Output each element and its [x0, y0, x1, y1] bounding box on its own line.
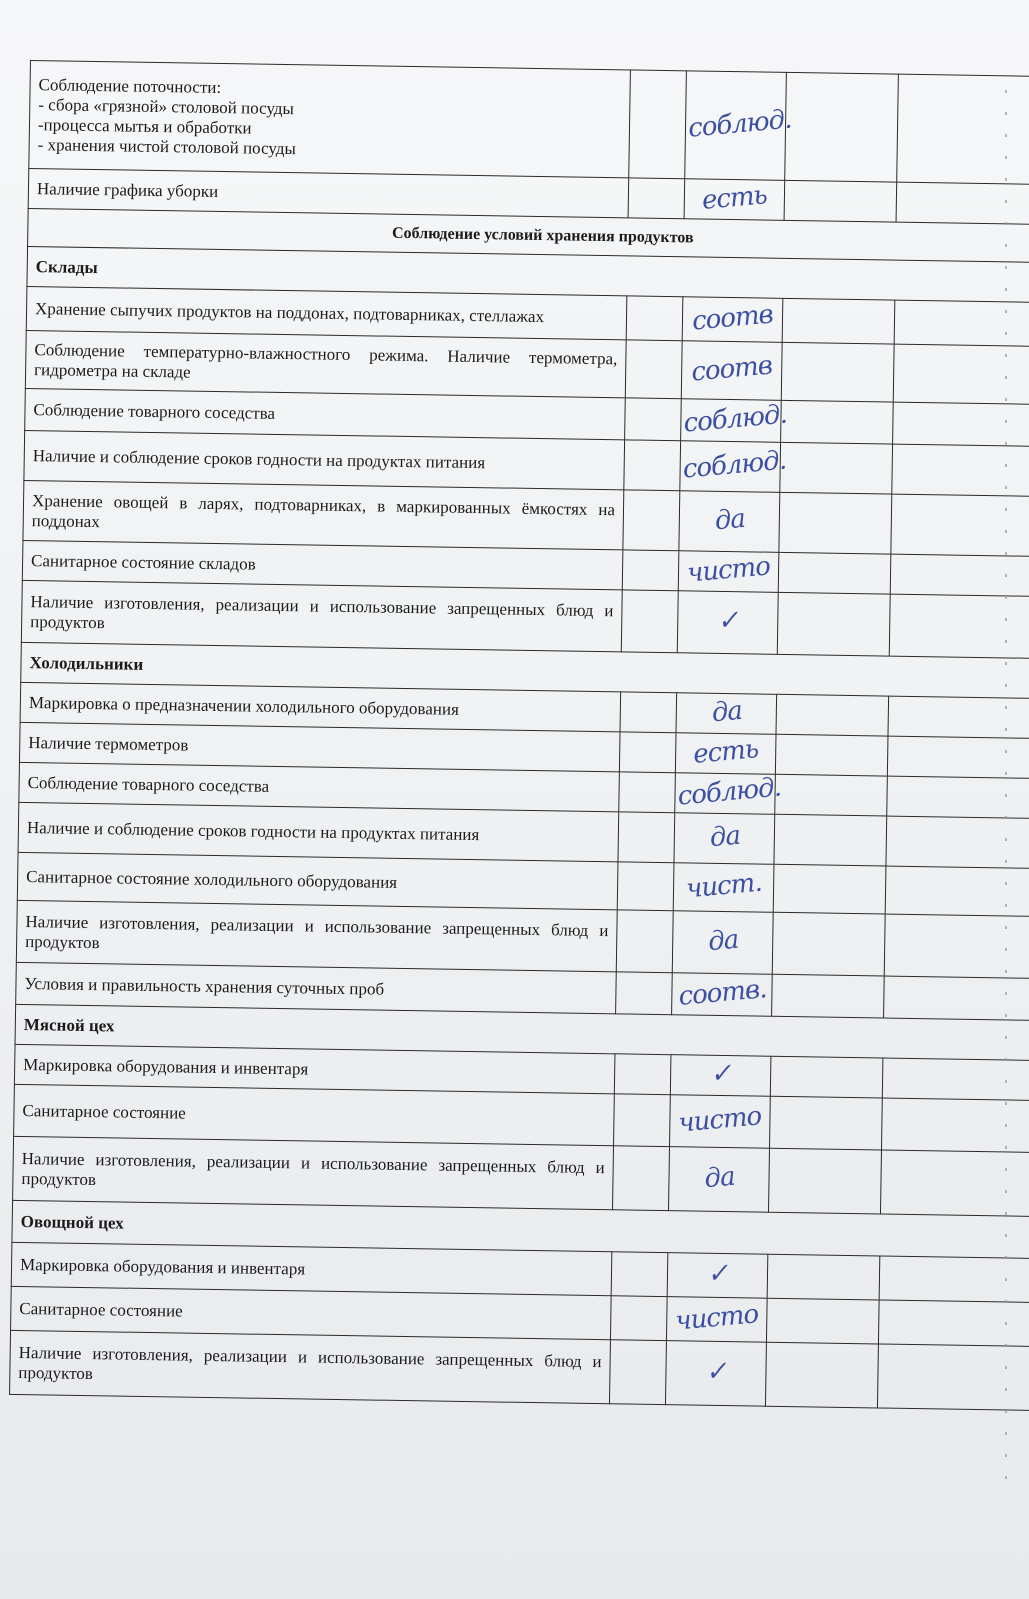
criterion-text: Санитарное состояние холодильного оборудования: [26, 866, 398, 892]
empty-cell: [775, 774, 888, 816]
handwritten-mark: да: [708, 820, 741, 854]
handwritten-mark-cell: [670, 1095, 771, 1149]
handwritten-mark: соблюд.: [682, 399, 788, 439]
empty-cell: [772, 912, 885, 976]
empty-cell: [629, 70, 687, 179]
group-title: Овощной цех: [12, 1200, 1029, 1258]
handwritten-mark-cell: [675, 772, 782, 815]
empty-cell: [620, 692, 677, 733]
group-title: Склады: [27, 246, 1029, 302]
empty-cell: [897, 74, 1029, 185]
criterion-text: Наличие и соблюдение сроков годности на продуктах питания: [32, 445, 486, 472]
empty-cell: [616, 910, 673, 973]
empty-cell: [784, 180, 897, 222]
handwritten-mark-cell: [666, 1297, 767, 1343]
perforation-edge: [1005, 90, 1007, 1490]
handwritten-mark: соблюд.: [676, 772, 782, 812]
handwritten-mark-cell: [676, 693, 777, 735]
criterion-text: Наличие изготовления, реализации и использование запрещенных блюд и продуктов: [25, 911, 609, 952]
empty-cell: [766, 1298, 879, 1344]
empty-cell: [775, 734, 888, 776]
criterion-cell: [25, 330, 626, 397]
handwritten-mark: чисто: [685, 551, 772, 589]
criterion-text: Наличие изготовления, реализации и использование запрещенных блюд и продуктов: [21, 1148, 605, 1189]
handwritten-mark-cell: [670, 1055, 771, 1097]
empty-cell: [765, 1342, 878, 1408]
criterion-text: Санитарное состояние: [22, 1100, 186, 1123]
empty-cell: [778, 552, 891, 594]
empty-cell: [887, 776, 1029, 819]
empty-cell: [611, 1252, 668, 1297]
criterion-text: Условия и правильность хранения суточных проб: [24, 973, 385, 999]
handwritten-mark-cell: [678, 551, 779, 593]
handwritten-mark: да: [706, 924, 740, 958]
criterion-text: Хранение сыпучих продуктов на поддонах, подтоварниках, стеллажах: [34, 298, 545, 326]
handwritten-mark: ✓: [708, 1058, 733, 1090]
handwritten-mark: чисто: [677, 1101, 763, 1139]
empty-cell: [772, 974, 885, 1018]
handwritten-mark-cell: [681, 399, 788, 443]
empty-cell: [614, 1054, 671, 1095]
handwritten-mark-cell: [679, 491, 780, 553]
criterion-cell: [14, 1084, 615, 1145]
criterion-cell: [13, 1136, 614, 1209]
empty-cell: [613, 1146, 670, 1211]
empty-cell: [774, 814, 887, 866]
handwritten-mark: соотв: [691, 299, 775, 337]
criterion-cell: [21, 580, 622, 651]
empty-cell: [896, 182, 1029, 225]
handwritten-mark: есть: [700, 180, 768, 216]
inspection-table: [9, 60, 1029, 1411]
criterion-text: - хранения чистой столовой посуды: [37, 134, 297, 158]
criterion-text: Маркировка о предназначении холодильного оборудования: [28, 692, 460, 719]
empty-cell: [780, 442, 893, 494]
handwritten-mark: соблюд.: [686, 104, 793, 144]
handwritten-mark-cell: [675, 733, 776, 775]
empty-cell: [616, 972, 673, 1015]
empty-cell: [767, 1254, 880, 1300]
empty-cell: [770, 1056, 883, 1098]
empty-cell: [623, 490, 680, 551]
empty-cell: [773, 864, 886, 914]
criterion-cell: [23, 480, 624, 549]
handwritten-mark-cell: [673, 863, 774, 913]
criterion-text: Наличие графика уборки: [36, 178, 219, 201]
empty-cell: [893, 344, 1029, 405]
handwritten-mark: чисто: [674, 1299, 760, 1337]
empty-cell: [619, 772, 676, 813]
empty-cell: [781, 400, 894, 444]
empty-cell: [769, 1096, 882, 1150]
group-title: Холодильники: [21, 642, 1029, 698]
handwritten-mark: есть: [692, 734, 760, 770]
criterion-text: Санитарное состояние складов: [30, 550, 256, 574]
empty-cell: [890, 554, 1029, 597]
criterion-text: Маркировка оборудования и инвентаря: [23, 1054, 309, 1078]
empty-cell: [628, 178, 685, 219]
empty-cell: [886, 816, 1029, 869]
empty-cell: [884, 914, 1029, 979]
handwritten-mark-cell: [669, 1147, 770, 1213]
criterion-text: Наличие термометров: [28, 732, 189, 755]
empty-cell: [776, 694, 889, 736]
empty-cell: [617, 862, 674, 911]
handwritten-mark-cell: [682, 297, 783, 343]
criterion-text: Наличие и соблюдение сроков годности на продуктах питания: [26, 817, 480, 844]
handwritten-mark-cell: [674, 813, 775, 865]
empty-cell: [891, 494, 1029, 557]
empty-cell: [624, 440, 681, 491]
empty-cell: [622, 550, 679, 591]
handwritten-mark-cell: [684, 179, 785, 221]
empty-cell: [609, 1340, 666, 1405]
handwritten-mark: да: [702, 1161, 736, 1195]
empty-cell: [618, 812, 675, 863]
section-title: Соблюдение условий хранения продуктов: [28, 208, 1029, 262]
empty-cell: [782, 298, 895, 344]
empty-cell: [614, 1094, 671, 1147]
handwritten-mark-cell: [667, 1253, 768, 1299]
handwritten-mark: соблюд.: [681, 445, 788, 485]
handwritten-mark: ✓: [716, 605, 740, 637]
criterion-text: Соблюдение товарного соседства: [27, 772, 270, 796]
empty-cell: [777, 592, 890, 656]
handwritten-mark-cell: [665, 1341, 766, 1407]
empty-cell: [625, 340, 682, 399]
group-title: Мясной цех: [15, 1004, 1029, 1060]
empty-cell: [785, 72, 899, 182]
criterion-text: -процесса мытья и обработки: [37, 114, 252, 137]
criterion-cell: [16, 900, 617, 971]
empty-cell: [621, 590, 678, 653]
handwritten-mark: соотв: [690, 350, 774, 388]
empty-cell: [887, 736, 1029, 779]
empty-cell: [893, 402, 1029, 447]
inspection-table-body: [10, 61, 1029, 1411]
table-row: [29, 61, 1029, 185]
criterion-text: Санитарное состояние: [19, 1298, 183, 1321]
handwritten-mark-cell: [672, 911, 773, 975]
empty-cell: [626, 296, 683, 341]
criterion-cell: [29, 61, 631, 178]
criterion-text: Хранение овощей в ларях, подтоварниках, в маркированных ёмкостях на поддонах: [31, 490, 616, 531]
checklist-sheet: [9, 60, 1029, 1411]
criterion-text: Маркировка оборудования и инвентаря: [19, 1254, 306, 1278]
criterion-text: - сбора «грязной» столовой посуды: [38, 94, 295, 118]
handwritten-mark: ✓: [704, 1356, 728, 1388]
empty-cell: [888, 696, 1029, 739]
empty-cell: [892, 444, 1029, 497]
empty-cell: [894, 300, 1029, 347]
handwritten-mark: соотв.: [676, 974, 768, 1012]
handwritten-mark-cell: [672, 973, 773, 1017]
handwritten-mark: да: [713, 503, 746, 537]
handwritten-mark-cell: [680, 441, 788, 493]
criterion-text: Наличие изготовления, реализации и использование запрещенных блюд и продуктов: [30, 591, 614, 632]
handwritten-mark-cell: [685, 71, 793, 181]
empty-cell: [768, 1148, 881, 1214]
empty-cell: [781, 342, 894, 402]
criterion-cell: [10, 1330, 611, 1403]
criterion-text: Соблюдение товарного соседства: [33, 399, 276, 423]
empty-cell: [610, 1296, 667, 1341]
empty-cell: [889, 594, 1029, 659]
handwritten-mark-cell: [681, 341, 782, 401]
criterion-text: Соблюдение температурно-влажностного режима. Наличие термометра, гидрометра на складе: [33, 339, 618, 382]
criterion-text: Наличие изготовления, реализации и использование запрещенных блюд и продуктов: [18, 1342, 602, 1383]
handwritten-mark: да: [710, 695, 743, 729]
empty-cell: [619, 732, 676, 773]
empty-cell: [779, 492, 892, 554]
handwritten-mark-cell: [677, 591, 778, 655]
handwritten-mark: чист.: [684, 867, 763, 905]
empty-cell: [885, 866, 1029, 917]
criterion-text: Соблюдение поточности:: [38, 74, 222, 97]
empty-cell: [884, 976, 1029, 1021]
handwritten-mark: ✓: [705, 1258, 730, 1290]
empty-cell: [625, 398, 682, 441]
